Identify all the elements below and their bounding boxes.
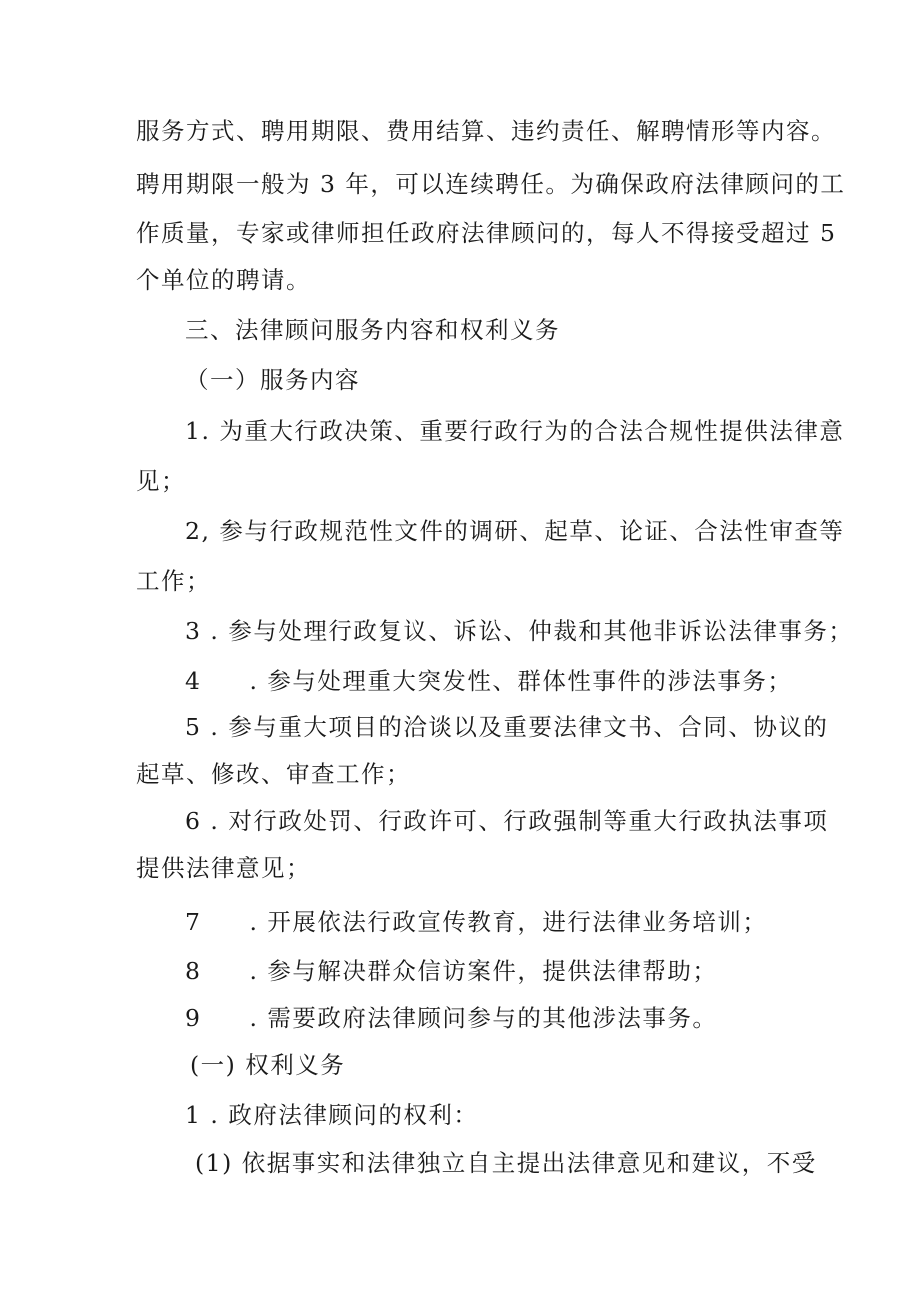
list-item-continuation: 提供法律意见； [136, 854, 311, 882]
list-item: 2, 参与行政规范性文件的调研、起草、论证、合法性审查等 [185, 517, 845, 545]
item-text: . 参与解决群众信访案件，提供法律帮助； [249, 957, 718, 985]
list-item: 1. 为重大行政决策、重要行政行为的合法合规性提供法律意 [185, 417, 845, 445]
list-item: 3 . 参与处理行政复议、诉讼、仲裁和其他非诉讼法律事务； [185, 617, 854, 645]
paragraph-line: 聘用期限一般为 3 年，可以连续聘任。为确保政府法律顾问的工 [136, 170, 846, 198]
list-item-continuation: 工作； [136, 567, 211, 595]
section-heading: 三、法律顾问服务内容和权利义务 [185, 316, 560, 344]
list-item [185, 956, 717, 986]
item-text: . 参与处理重大突发性、群体性事件的涉法事务； [249, 667, 793, 695]
list-item: (1) 依据事实和法律独立自主提出法律意见和建议，不受 [195, 1149, 817, 1177]
list-item-continuation: 见； [136, 467, 186, 495]
item-number: 9 [185, 1004, 202, 1032]
item-number: 8 [185, 957, 202, 985]
list-item [185, 1003, 717, 1033]
paragraph-line: 个单位的聘请。 [136, 266, 311, 294]
list-item [185, 666, 792, 696]
subsection-heading: （一）服务内容 [185, 366, 360, 394]
item-text: . 开展依法行政宣传教育，进行法律业务培训； [249, 908, 768, 936]
list-item: 6 . 对行政处罚、行政许可、行政强制等重大行政执法事项 [185, 807, 829, 835]
list-item [185, 907, 767, 937]
item-number: 4 [185, 667, 202, 695]
list-item: 5 . 参与重大项目的洽谈以及重要法律文书、合同、协议的 [185, 713, 829, 741]
item-text: . 需要政府法律顾问参与的其他涉法事务。 [249, 1004, 718, 1032]
item-number: 7 [185, 908, 202, 936]
list-heading: 1 . 政府法律顾问的权利： [185, 1101, 479, 1129]
paragraph-line: 作质量，专家或律师担任政府法律顾问的，每人不得接受超过 5 [136, 219, 837, 247]
paragraph-line: 服务方式、聘用期限、费用结算、违约责任、解聘情形等内容。 [136, 117, 836, 145]
subsection-heading: (一) 权利义务 [190, 1051, 346, 1079]
list-item-continuation: 起草、修改、审查工作； [136, 760, 411, 788]
